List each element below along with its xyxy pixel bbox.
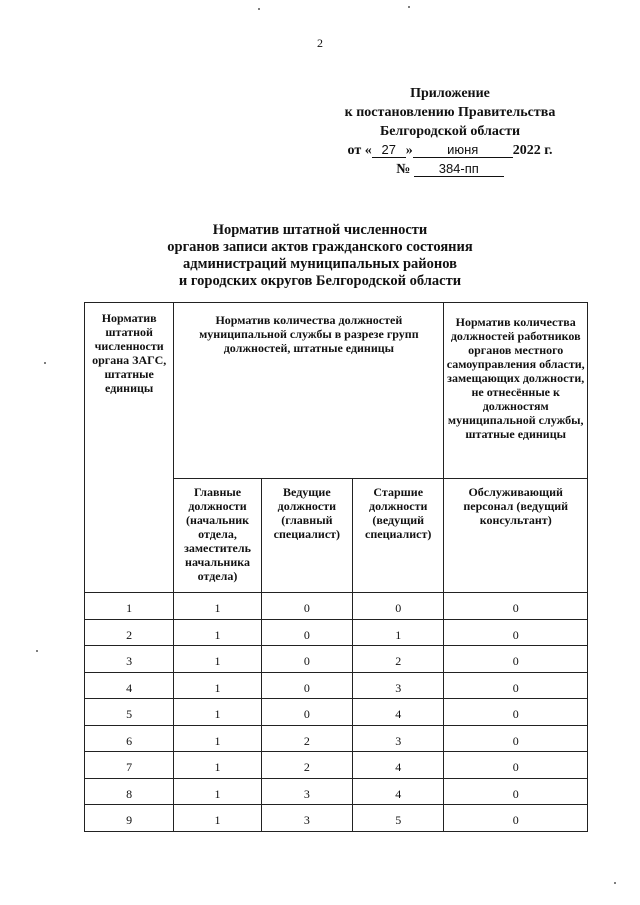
table-cell: 0	[444, 725, 588, 752]
table-cell: 0	[444, 593, 588, 620]
table-cell: 1	[174, 593, 261, 620]
subheader-service-staff: Обслуживающий персонал (ведущий консультант)	[444, 479, 588, 593]
table-row	[85, 752, 588, 779]
table-cell: 0	[261, 699, 352, 726]
title-line-4: и городских округов Белгородской области	[178, 273, 462, 289]
table-cell: 1	[174, 672, 261, 699]
header-zags-staff: Норматив штатной численности органа ЗАГС, штатные единицы	[85, 303, 174, 593]
table-cell: 1	[174, 778, 261, 805]
title-line-3: администраций муниципальных районов	[183, 256, 457, 272]
table-header-row	[85, 303, 588, 479]
table-cell: 0	[444, 778, 588, 805]
appendix-decree: к постановлению Правительства	[344, 105, 556, 120]
appendix-region: Белгородской области	[379, 124, 521, 139]
table-row	[85, 619, 588, 646]
table-cell: 4	[85, 672, 174, 699]
table-cell: 1	[174, 619, 261, 646]
table-cell: 8	[85, 778, 174, 805]
table-cell: 0	[444, 619, 588, 646]
table-cell: 1	[174, 752, 261, 779]
document-title	[0, 222, 640, 290]
table-cell: 3	[261, 805, 352, 832]
table-cell: 1	[174, 725, 261, 752]
table-cell: 0	[444, 699, 588, 726]
appendix-date-line	[320, 141, 580, 160]
header-municipal-service: Норматив количества должностей муниципальной службы в разрезе групп должностей, штатные единицы	[174, 303, 444, 479]
date-mid: »	[405, 143, 413, 158]
table-cell: 3	[85, 646, 174, 673]
table-cell: 3	[353, 725, 444, 752]
table-cell: 4	[353, 752, 444, 779]
date-year: 2022 г.	[512, 143, 553, 158]
table-row	[85, 699, 588, 726]
subheader-senior-positions: Старшие должности (ведущий специалист)	[353, 479, 444, 593]
subheader-leading-positions: Ведущие должности (главный специалист)	[261, 479, 352, 593]
table-cell: 7	[85, 752, 174, 779]
table-cell: 5	[353, 805, 444, 832]
table-cell: 0	[261, 593, 352, 620]
table-row	[85, 725, 588, 752]
table-cell: 1	[174, 699, 261, 726]
table-cell: 0	[444, 752, 588, 779]
table-cell: 0	[261, 646, 352, 673]
table-cell: 0	[444, 805, 588, 832]
table-cell: 2	[353, 646, 444, 673]
scan-speck	[36, 650, 38, 652]
number-prefix: №	[396, 162, 411, 177]
decree-number: 384-пп	[414, 161, 504, 177]
appendix-title: Приложение	[410, 86, 490, 101]
table-cell: 3	[261, 778, 352, 805]
table-row	[85, 672, 588, 699]
table-cell: 3	[353, 672, 444, 699]
table-cell: 2	[85, 619, 174, 646]
date-month: июня	[413, 142, 513, 158]
title-line-2: органов записи актов гражданского состояния	[167, 239, 473, 255]
table-cell: 4	[353, 699, 444, 726]
appendix-number-line	[320, 160, 580, 179]
title-line-1: Норматив штатной численности	[212, 222, 428, 238]
table-cell: 5	[85, 699, 174, 726]
table-row	[85, 778, 588, 805]
table-cell: 1	[174, 805, 261, 832]
scan-speck	[44, 362, 46, 364]
table-cell: 0	[261, 672, 352, 699]
norm-table	[84, 302, 588, 832]
scan-speck	[614, 882, 616, 884]
table-row	[85, 805, 588, 832]
table-cell: 2	[261, 725, 352, 752]
table-cell: 0	[261, 619, 352, 646]
appendix-block	[320, 84, 580, 179]
table-cell: 0	[353, 593, 444, 620]
date-prefix: от «	[347, 143, 372, 158]
scan-speck	[408, 6, 410, 8]
scan-speck	[258, 8, 260, 10]
table-row	[85, 646, 588, 673]
table-cell: 0	[444, 672, 588, 699]
table-cell: 1	[85, 593, 174, 620]
table-cell: 6	[85, 725, 174, 752]
table-row	[85, 593, 588, 620]
header-other-positions: Норматив количества должностей работников органов местного самоуправления области, замещающих должности, не отнесённые к должностям муниципальной службы, штатные единицы	[444, 303, 588, 479]
subheader-main-positions: Главные должности (начальник отдела, заместитель начальника отдела)	[174, 479, 261, 593]
date-day: 27	[372, 142, 406, 158]
table-cell: 4	[353, 778, 444, 805]
table-cell: 1	[353, 619, 444, 646]
table-cell: 9	[85, 805, 174, 832]
page-number: 2	[317, 36, 323, 50]
table-cell: 0	[444, 646, 588, 673]
table-cell: 1	[174, 646, 261, 673]
table-cell: 2	[261, 752, 352, 779]
